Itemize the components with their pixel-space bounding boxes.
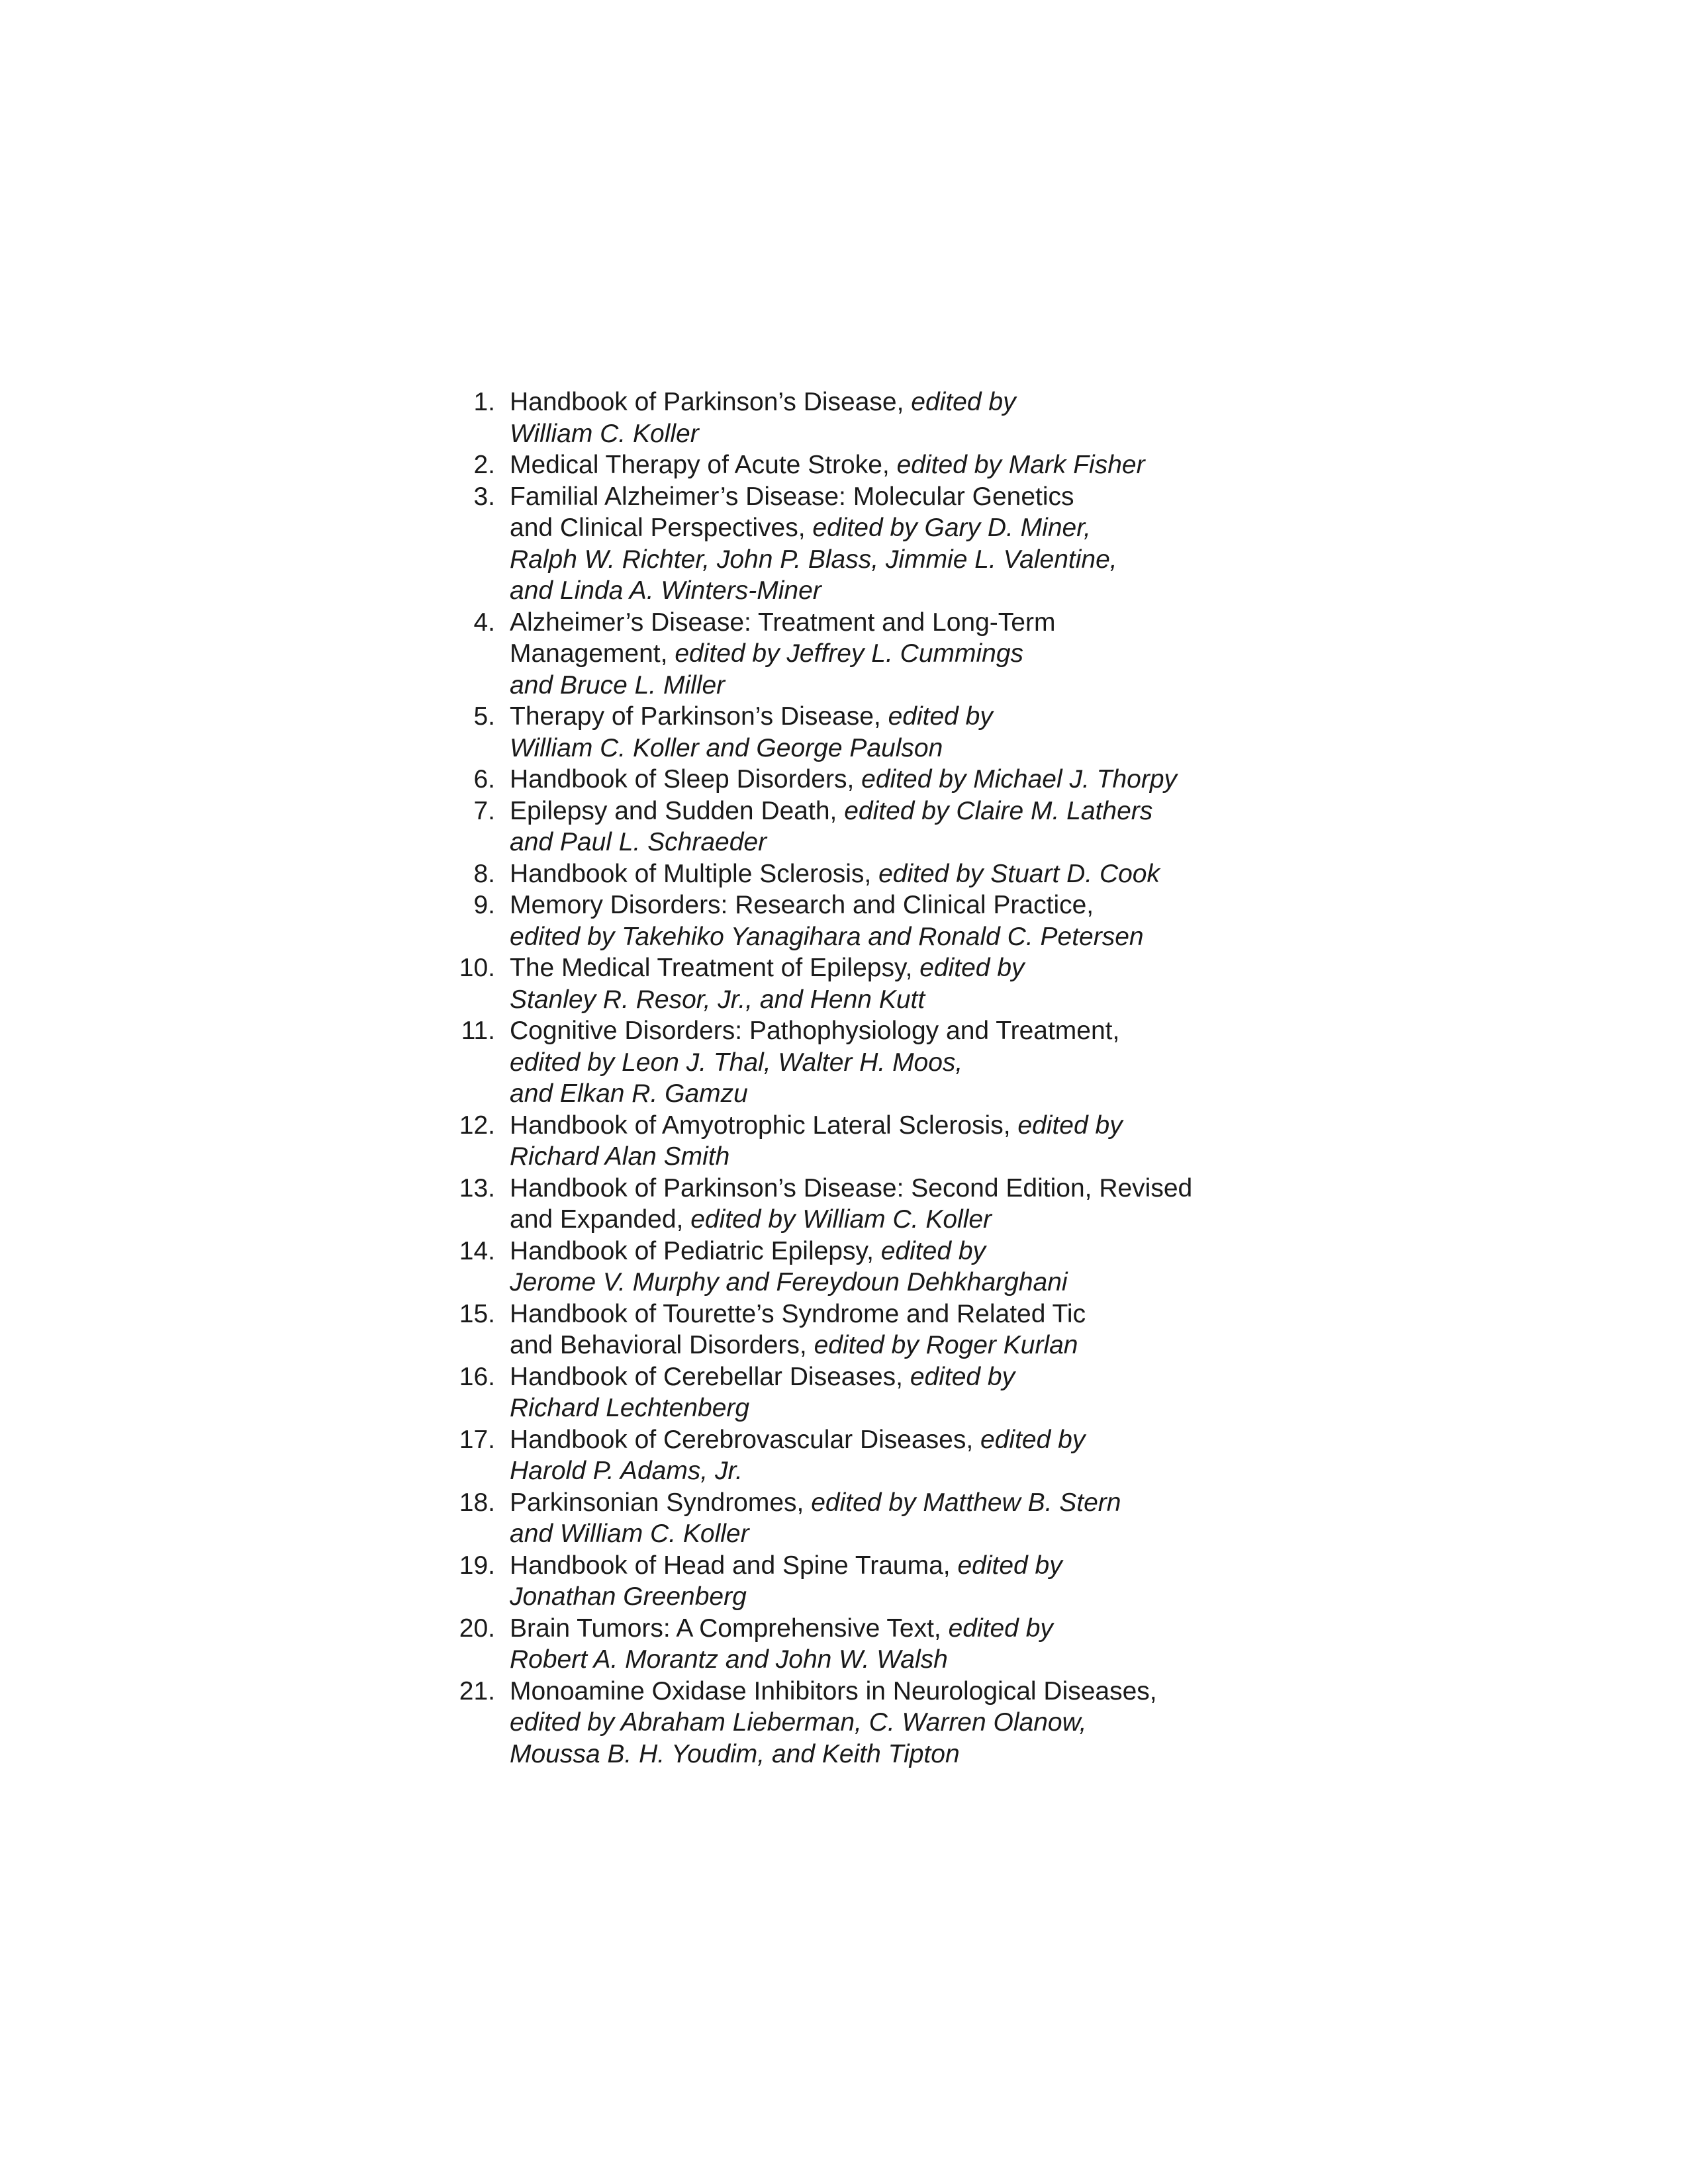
- book-title: Handbook of Head and Spine Trauma,: [510, 1551, 958, 1580]
- editor-credit: Jerome V. Murphy and Fereydoun Dehkharghani: [510, 1268, 1068, 1297]
- item-line: [510, 512, 1271, 544]
- book-title: Cognitive Disorders: Pathophysiology and Treatment,: [510, 1017, 1120, 1045]
- editor-credit: edited by: [880, 1236, 986, 1265]
- editor-credit: edited by: [888, 702, 993, 731]
- item-line: [510, 733, 1271, 764]
- item-number: 6.: [473, 765, 495, 794]
- editor-credit: and Elkan R. Gamzu: [510, 1079, 748, 1108]
- book-title: Therapy of Parkinson’s Disease,: [510, 702, 888, 731]
- editor-credit: edited by William C. Koller: [690, 1205, 992, 1234]
- item-number: 21.: [459, 1676, 495, 1706]
- book-title: Memory Disorders: Research and Clinical Practice,: [510, 891, 1094, 919]
- item-line: [510, 418, 1271, 450]
- item-line: [510, 1676, 1271, 1707]
- list-item: [450, 1487, 1271, 1550]
- book-title: Handbook of Pediatric Epilepsy,: [510, 1236, 881, 1265]
- item-line: [510, 1392, 1271, 1424]
- book-title: and Behavioral Disorders,: [510, 1331, 814, 1359]
- item-line: [510, 1204, 1271, 1236]
- book-title: Handbook of Amyotrophic Lateral Sclerosis,: [510, 1111, 1018, 1140]
- item-number: 18.: [459, 1488, 495, 1517]
- item-line: [510, 858, 1271, 890]
- item-number: 7.: [473, 796, 495, 825]
- list-item: [450, 387, 1271, 449]
- item-line: [510, 638, 1271, 670]
- item-number: 10.: [459, 954, 495, 982]
- item-line: [510, 544, 1271, 576]
- series-list: [450, 387, 1271, 1770]
- book-title: Handbook of Tourette’s Syndrome and Related Tic: [510, 1299, 1086, 1328]
- item-number: 1.: [473, 388, 495, 416]
- list-item: [450, 1110, 1271, 1173]
- book-title: Management,: [510, 639, 675, 668]
- editor-credit: edited by: [957, 1551, 1062, 1580]
- editor-credit: edited by Stuart D. Cook: [878, 859, 1160, 888]
- item-line: [510, 1078, 1271, 1110]
- editor-credit: and Paul L. Schraeder: [510, 828, 767, 856]
- item-number: 17.: [459, 1425, 495, 1454]
- list-item: [450, 1613, 1271, 1676]
- item-line: [510, 764, 1271, 796]
- editor-credit: and Linda A. Winters-Miner: [510, 576, 821, 605]
- editor-credit: edited by Jeffrey L. Cummings: [675, 639, 1024, 668]
- item-line: [510, 1173, 1271, 1205]
- book-title: and Clinical Perspectives,: [510, 514, 813, 542]
- editor-credit: Richard Alan Smith: [510, 1142, 730, 1171]
- book-title: and Expanded,: [510, 1205, 691, 1234]
- book-title: Parkinsonian Syndromes,: [510, 1488, 812, 1517]
- editor-credit: edited by: [910, 1362, 1015, 1391]
- item-line: [510, 1707, 1271, 1739]
- item-number: 5.: [473, 702, 495, 731]
- editor-credit: Stanley R. Resor, Jr., and Henn Kutt: [510, 985, 925, 1014]
- item-line: [510, 921, 1271, 953]
- editor-credit: edited by Michael J. Thorpy: [861, 765, 1178, 794]
- item-line: [510, 449, 1271, 481]
- item-line: [510, 1361, 1271, 1393]
- item-number: 16.: [459, 1362, 495, 1391]
- item-number: 2.: [473, 451, 495, 479]
- book-title: Familial Alzheimer’s Disease: Molecular Genetics: [510, 482, 1074, 511]
- item-number: 13.: [459, 1173, 495, 1203]
- item-line: [510, 952, 1271, 984]
- editor-credit: Robert A. Morantz and John W. Walsh: [510, 1645, 948, 1674]
- book-title: Handbook of Multiple Sclerosis,: [510, 859, 879, 888]
- editor-credit: William C. Koller and George Paulson: [510, 733, 943, 762]
- book-title: Alzheimer’s Disease: Treatment and Long-Term: [510, 608, 1056, 637]
- list-item: [450, 1676, 1271, 1770]
- item-number: 3.: [473, 482, 495, 511]
- editor-credit: edited by Abraham Lieberman, C. Warren Olanow,: [510, 1708, 1087, 1737]
- list-item: [450, 764, 1271, 796]
- item-number: 4.: [473, 608, 495, 637]
- item-line: [510, 1047, 1271, 1079]
- item-line: [510, 607, 1271, 639]
- editor-credit: edited by Matthew B. Stern: [811, 1488, 1121, 1517]
- item-line: [510, 1455, 1271, 1487]
- editor-credit: edited by Leon J. Thal, Walter H. Moos,: [510, 1048, 963, 1077]
- book-title: Handbook of Parkinson’s Disease: Second Edition, Revised: [510, 1173, 1193, 1203]
- editor-credit: William C. Koller: [510, 419, 699, 448]
- item-line: [510, 387, 1271, 418]
- list-item: [450, 889, 1271, 952]
- book-title: Brain Tumors: A Comprehensive Text,: [510, 1614, 949, 1643]
- list-item: [450, 1550, 1271, 1613]
- list-item: [450, 701, 1271, 764]
- item-line: [510, 984, 1271, 1016]
- item-number: 14.: [459, 1236, 495, 1265]
- item-line: [510, 1424, 1271, 1456]
- item-line: [510, 1613, 1271, 1645]
- item-number: 11.: [461, 1017, 495, 1045]
- editor-credit: edited by Roger Kurlan: [814, 1331, 1078, 1359]
- editor-credit: edited by: [948, 1614, 1053, 1643]
- list-item: [450, 1361, 1271, 1424]
- book-title: The Medical Treatment of Epilepsy,: [510, 954, 920, 982]
- editor-credit: Harold P. Adams, Jr.: [510, 1457, 743, 1485]
- list-item: [450, 449, 1271, 481]
- item-number: 15.: [459, 1299, 495, 1328]
- item-number: 8.: [473, 859, 495, 888]
- editor-credit: edited by: [1017, 1111, 1123, 1140]
- editor-credit: Moussa B. H. Youdim, and Keith Tipton: [510, 1739, 960, 1768]
- item-line: [510, 1015, 1271, 1047]
- item-line: [510, 1518, 1271, 1550]
- editor-credit: edited by: [980, 1425, 1086, 1454]
- item-line: [510, 1487, 1271, 1519]
- item-line: [510, 1739, 1271, 1770]
- list-item: [450, 1424, 1271, 1487]
- book-title: Handbook of Cerebellar Diseases,: [510, 1362, 910, 1391]
- item-line: [510, 1581, 1271, 1613]
- item-number: 12.: [459, 1111, 495, 1140]
- book-title: Medical Therapy of Acute Stroke,: [510, 451, 897, 479]
- item-line: [510, 1141, 1271, 1173]
- list-item: [450, 796, 1271, 858]
- item-line: [510, 1298, 1271, 1330]
- item-number: 9.: [473, 891, 495, 919]
- editor-credit: Jonathan Greenberg: [510, 1582, 747, 1611]
- editor-credit: edited by: [919, 954, 1025, 982]
- editor-credit: Richard Lechtenberg: [510, 1394, 750, 1422]
- editor-credit: Ralph W. Richter, John P. Blass, Jimmie L. Valentine,: [510, 545, 1117, 574]
- item-number: 20.: [459, 1614, 495, 1643]
- editor-credit: and William C. Koller: [510, 1520, 749, 1548]
- editor-credit: edited by Takehiko Yanagihara and Ronald C. Petersen: [510, 922, 1144, 951]
- editor-credit: edited by: [911, 388, 1016, 416]
- list-item: [450, 481, 1271, 607]
- book-title: Epilepsy and Sudden Death,: [510, 796, 845, 825]
- book-title: Handbook of Parkinson’s Disease,: [510, 388, 912, 416]
- editor-credit: and Bruce L. Miller: [510, 670, 726, 700]
- item-line: [510, 827, 1271, 858]
- list-item: [450, 952, 1271, 1015]
- item-line: [510, 481, 1271, 513]
- editor-credit: edited by Mark Fisher: [896, 451, 1145, 479]
- item-line: [510, 1267, 1271, 1298]
- editor-credit: edited by Claire M. Lathers: [844, 796, 1153, 825]
- list-item: [450, 607, 1271, 702]
- book-title: Monoamine Oxidase Inhibitors in Neurological Diseases,: [510, 1676, 1157, 1706]
- item-line: [510, 1110, 1271, 1142]
- book-title: Handbook of Cerebrovascular Diseases,: [510, 1425, 981, 1454]
- item-line: [510, 575, 1271, 607]
- item-line: [510, 1236, 1271, 1267]
- list-item: [450, 858, 1271, 890]
- item-line: [510, 796, 1271, 827]
- list-item: [450, 1298, 1271, 1361]
- item-line: [510, 889, 1271, 921]
- item-line: [510, 1644, 1271, 1676]
- book-title: Handbook of Sleep Disorders,: [510, 765, 862, 794]
- item-number: 19.: [459, 1551, 495, 1580]
- list-item: [450, 1015, 1271, 1110]
- editor-credit: edited by Gary D. Miner,: [812, 514, 1091, 542]
- item-line: [510, 701, 1271, 733]
- list-item: [450, 1173, 1271, 1236]
- item-line: [510, 1330, 1271, 1361]
- list-item: [450, 1236, 1271, 1298]
- item-line: [510, 670, 1271, 702]
- item-line: [510, 1550, 1271, 1582]
